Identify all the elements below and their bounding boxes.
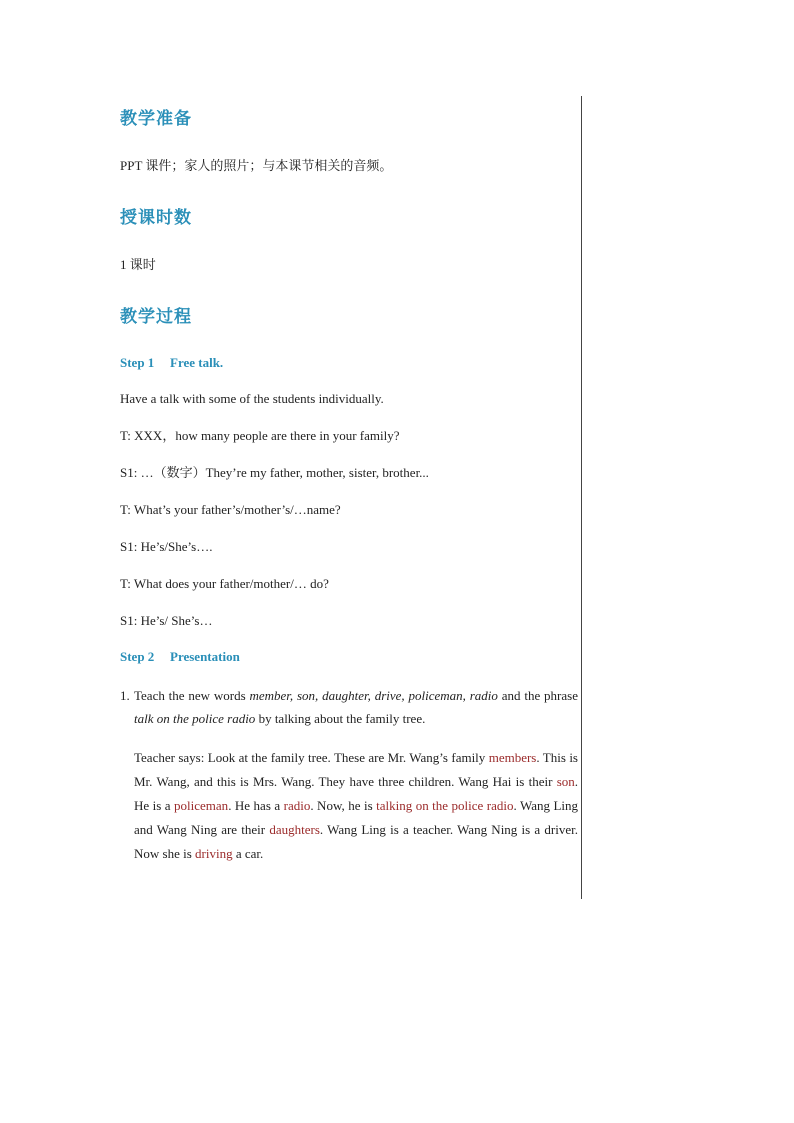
para-text: . Wang Ling is a teacher. Wang Ning is a driver. Now she is: [134, 822, 578, 861]
dialogue-line: T: What does your father/mother/… do?: [120, 576, 329, 591]
vocab-highlight: talking on the police radio: [376, 798, 514, 813]
para-text: a car.: [232, 846, 264, 861]
vocab-highlight: son: [556, 774, 575, 789]
teacher-paragraph: [134, 746, 578, 866]
dialogue-line: S1: He’s/ She’s…: [120, 613, 213, 628]
dialogue-line: T: XXX，how many people are there in your family?: [120, 428, 400, 443]
vocab-highlight: driving: [195, 846, 233, 861]
para-text: Teacher says: Look at the family tree. These are Mr. Wang’s family: [134, 750, 489, 765]
hours-heading: 授课时数: [120, 208, 192, 228]
lesson-content: [120, 104, 578, 866]
margin-rule: [581, 96, 582, 899]
step2-number: Step 2: [120, 649, 155, 664]
para-text: . Wang Ling and Wang Ning are their: [134, 798, 579, 837]
step1-heading: [120, 355, 578, 371]
step2-title: Presentation: [170, 649, 240, 664]
vocab-highlight: policeman: [174, 798, 229, 813]
dialogue-line: S1: …（数字）They’re my father, mother, sister, brother...: [120, 465, 429, 480]
step1-title: Free talk.: [170, 355, 224, 370]
dialogue-line: Have a talk with some of the students individually.: [120, 391, 384, 406]
dialogue-line: T: What’s your father’s/mother’s/…name?: [120, 502, 341, 517]
process-heading: 教学过程: [120, 307, 192, 327]
vocab-highlight: daughters: [269, 822, 320, 837]
para-text: . This is Mr. Wang, and this is Mrs. Wang. They have three children. Wang Hai is their: [134, 750, 578, 789]
item-text-pre: Teach the new words: [134, 688, 250, 703]
list-item-text: [134, 684, 578, 730]
para-text: . He has a: [228, 798, 284, 813]
step2-heading: [120, 649, 578, 665]
new-phrase: talk on the police radio: [134, 711, 256, 726]
new-words: member, son, daughter, drive, policeman, radio: [249, 688, 498, 703]
para-text: . He is a: [134, 774, 578, 813]
item-text-mid: and the phrase: [497, 688, 578, 703]
list-item: [120, 684, 578, 730]
step1-number: Step 1: [120, 355, 155, 370]
prep-heading: 教学准备: [120, 109, 192, 129]
vocab-highlight: radio: [283, 798, 311, 813]
vocab-highlight: members: [488, 750, 537, 765]
dialogue-line: S1: He’s/She’s….: [120, 539, 213, 554]
para-text: . Now, he is: [310, 798, 377, 813]
item-text-post: by talking about the family tree.: [255, 711, 426, 726]
list-marker: 1.: [120, 688, 130, 703]
hours-text: 1 课时: [120, 257, 156, 272]
prep-text: PPT 课件；家人的照片；与本课节相关的音频。: [120, 158, 393, 173]
